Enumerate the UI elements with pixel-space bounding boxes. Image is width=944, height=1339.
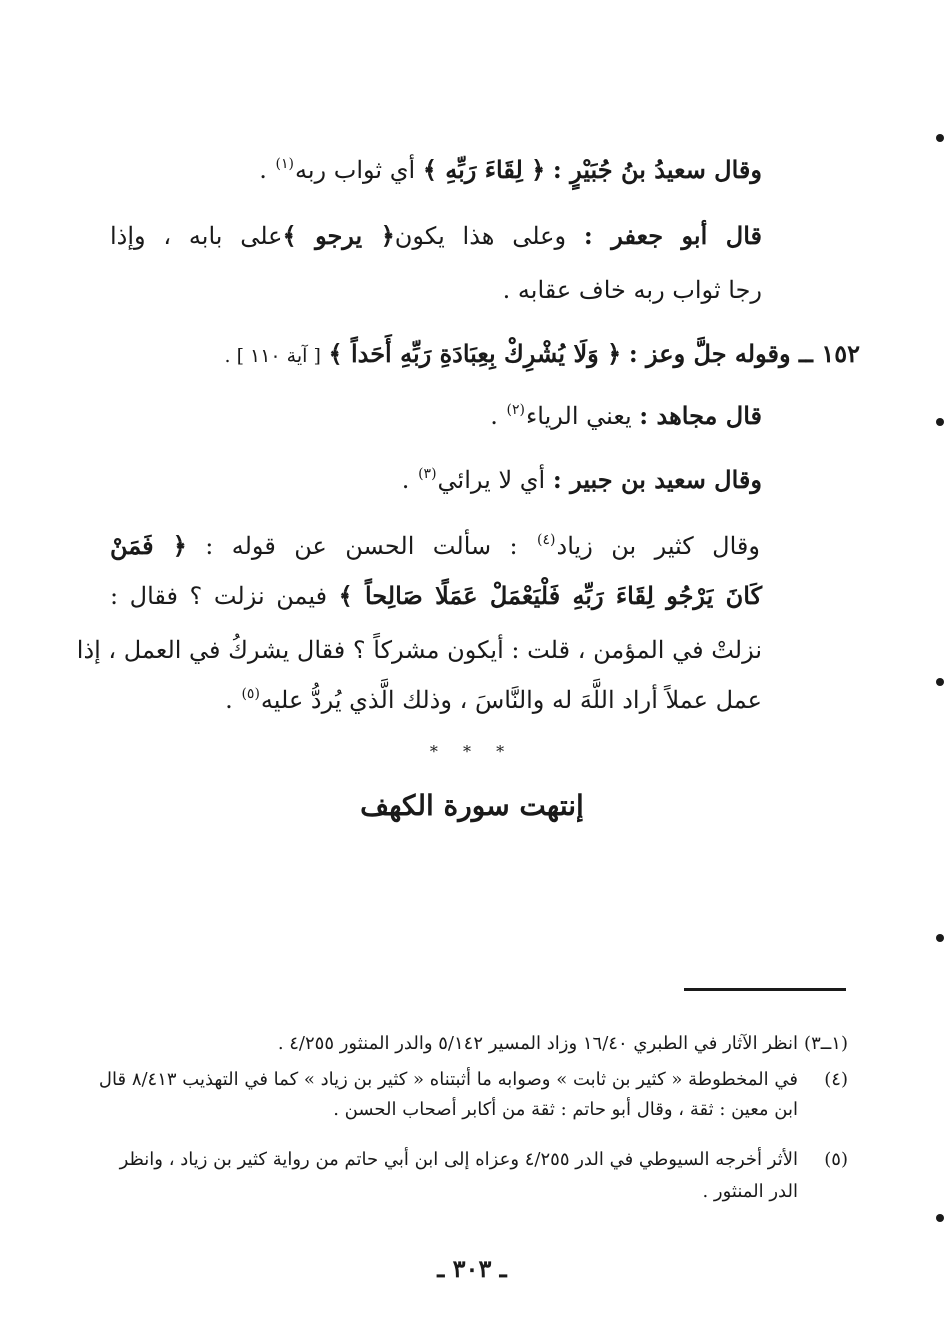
commentary-text: يعني الرياء [526, 402, 632, 430]
text-line-4-entry-152 [112, 334, 860, 376]
footnote-5 [108, 1146, 848, 1174]
text-line-2 [110, 216, 762, 256]
footnote-text: انظر الآثار في الطبري ١٦/٤٠ وزاد المسير ٥/١٤٢ والدر المنثور ٤/٢٥٥ . [277, 1033, 798, 1054]
scan-edge-mark [936, 678, 944, 686]
commentary-text: نزلتْ في المؤمن ، قلت : أيكون مشركاً ؟ فقال يشركُ في العمل ، إذا [76, 636, 762, 664]
text-line-9 [76, 630, 762, 670]
scan-edge-mark [936, 418, 944, 426]
period: . [490, 402, 498, 430]
footnote-ref-1: (١) [275, 156, 294, 172]
speaker-mujahid: قال مجاهد : [639, 401, 762, 430]
text-line-7 [110, 526, 760, 570]
scan-edge-mark [936, 134, 944, 142]
commentary-text-cont: على بابه ، وإذا [110, 222, 283, 250]
footnote-text: الأثر أخرجه السيوطي في الدر ٤/٢٥٥ وعزاه إلى ابن أبي حاتم من رواية كثير بن زياد ، وانظر [119, 1149, 798, 1170]
text-line-6 [110, 460, 762, 504]
text-line-8 [110, 576, 762, 616]
quran-quote-liqa-rabbihi: ﴿ لِقَاءَ رَبِّهِ ﴾ [422, 155, 546, 184]
footnote-number: (٤) [824, 1069, 848, 1090]
footnote-divider [684, 988, 846, 991]
scan-edge-mark [936, 1214, 944, 1222]
footnote-4-continuation [108, 1096, 798, 1124]
speaker-abu-jafar: قال أبو جعفر : [583, 221, 763, 250]
period: . [225, 686, 233, 714]
commentary-text: وعلى هذا يكون [394, 222, 567, 250]
commentary-text: أي لا يرائي [437, 466, 546, 494]
commentary-text: رجا ثواب ربه خاف عقابه . [502, 276, 762, 304]
scan-edge-mark [936, 934, 944, 942]
commentary-text: أي ثواب ربه [295, 156, 416, 184]
quran-quote-faman-start: ﴿ فَمَنْ [110, 531, 187, 560]
speaker-said-ibn-jubayr: وقال سعيدُ بنُ جُبَيْرٍ : [552, 155, 762, 184]
surah-end-title: إنتهت سورة الكهف [360, 789, 584, 822]
quran-quote-yarju: ﴿ يرجو ﴾ [282, 221, 395, 250]
commentary-text: : سألت الحسن عن قوله : [205, 532, 518, 560]
footnote-ref-4: (٤) [537, 532, 556, 548]
commentary-text: عمل عملاً أراد اللَّهَ له والنَّاسَ ، وذلك الَّذي يُردُّ عليه [260, 686, 762, 714]
footnote-ref-3: (٣) [418, 466, 437, 482]
text-line-1 [110, 150, 762, 194]
footnote-text: في المخطوطة « كثير بن ثابت » وصوابه ما أثبتناه « كثير بن زياد » كما في التهذيب ٨/٤١٣ قال [98, 1069, 798, 1090]
commentary-text: فيمن نزلت ؟ فقال : [110, 582, 328, 610]
text-line-3 [110, 270, 762, 310]
footnote-number: (١ــ٣) [804, 1033, 848, 1054]
footnote-1-3 [108, 1030, 848, 1058]
entry-heading-152: ١٥٢ ــ وقوله جلَّ وعز : [628, 339, 860, 368]
footnote-4 [98, 1066, 848, 1094]
page-number: ـ ٣٠٣ ـ [437, 1254, 507, 1283]
footnote-text: الدر المنثور . [702, 1181, 798, 1202]
footnote-5-continuation [108, 1178, 798, 1206]
footnote-text: ابن معين : ثقة ، وقال أبو حاتم : ثقة من أكابر أصحاب الحسن . [333, 1099, 798, 1120]
text-line-5 [110, 396, 762, 440]
footnote-ref-5: (٥) [241, 686, 260, 702]
period: . [259, 156, 267, 184]
period: . [401, 466, 410, 494]
quran-quote-faman-cont: كَانَ يَرْجُو لِقَاءَ رَبِّهِ فَلْيَعْمَلْ عَمَلًا صَالِحاً ﴾ [338, 581, 762, 610]
speaker-said-ibn-jubayr-2: وقال سعيد بن جبير : [552, 465, 762, 494]
footnote-number: (٥) [824, 1149, 848, 1170]
speaker-kathir-ibn-ziyad: وقال كثير بن زياد [556, 532, 760, 560]
quran-quote-wala-yushrik: ﴿ وَلَا يُشْرِكْ بِعِبَادَةِ رَبِّهِ أَحَداً ﴾ [328, 339, 622, 368]
footnote-ref-2: (٢) [506, 402, 525, 418]
text-line-10 [110, 680, 762, 724]
verse-reference: [ آية ١١٠ ] . [224, 345, 321, 367]
section-separator-stars: * * * [429, 742, 515, 761]
